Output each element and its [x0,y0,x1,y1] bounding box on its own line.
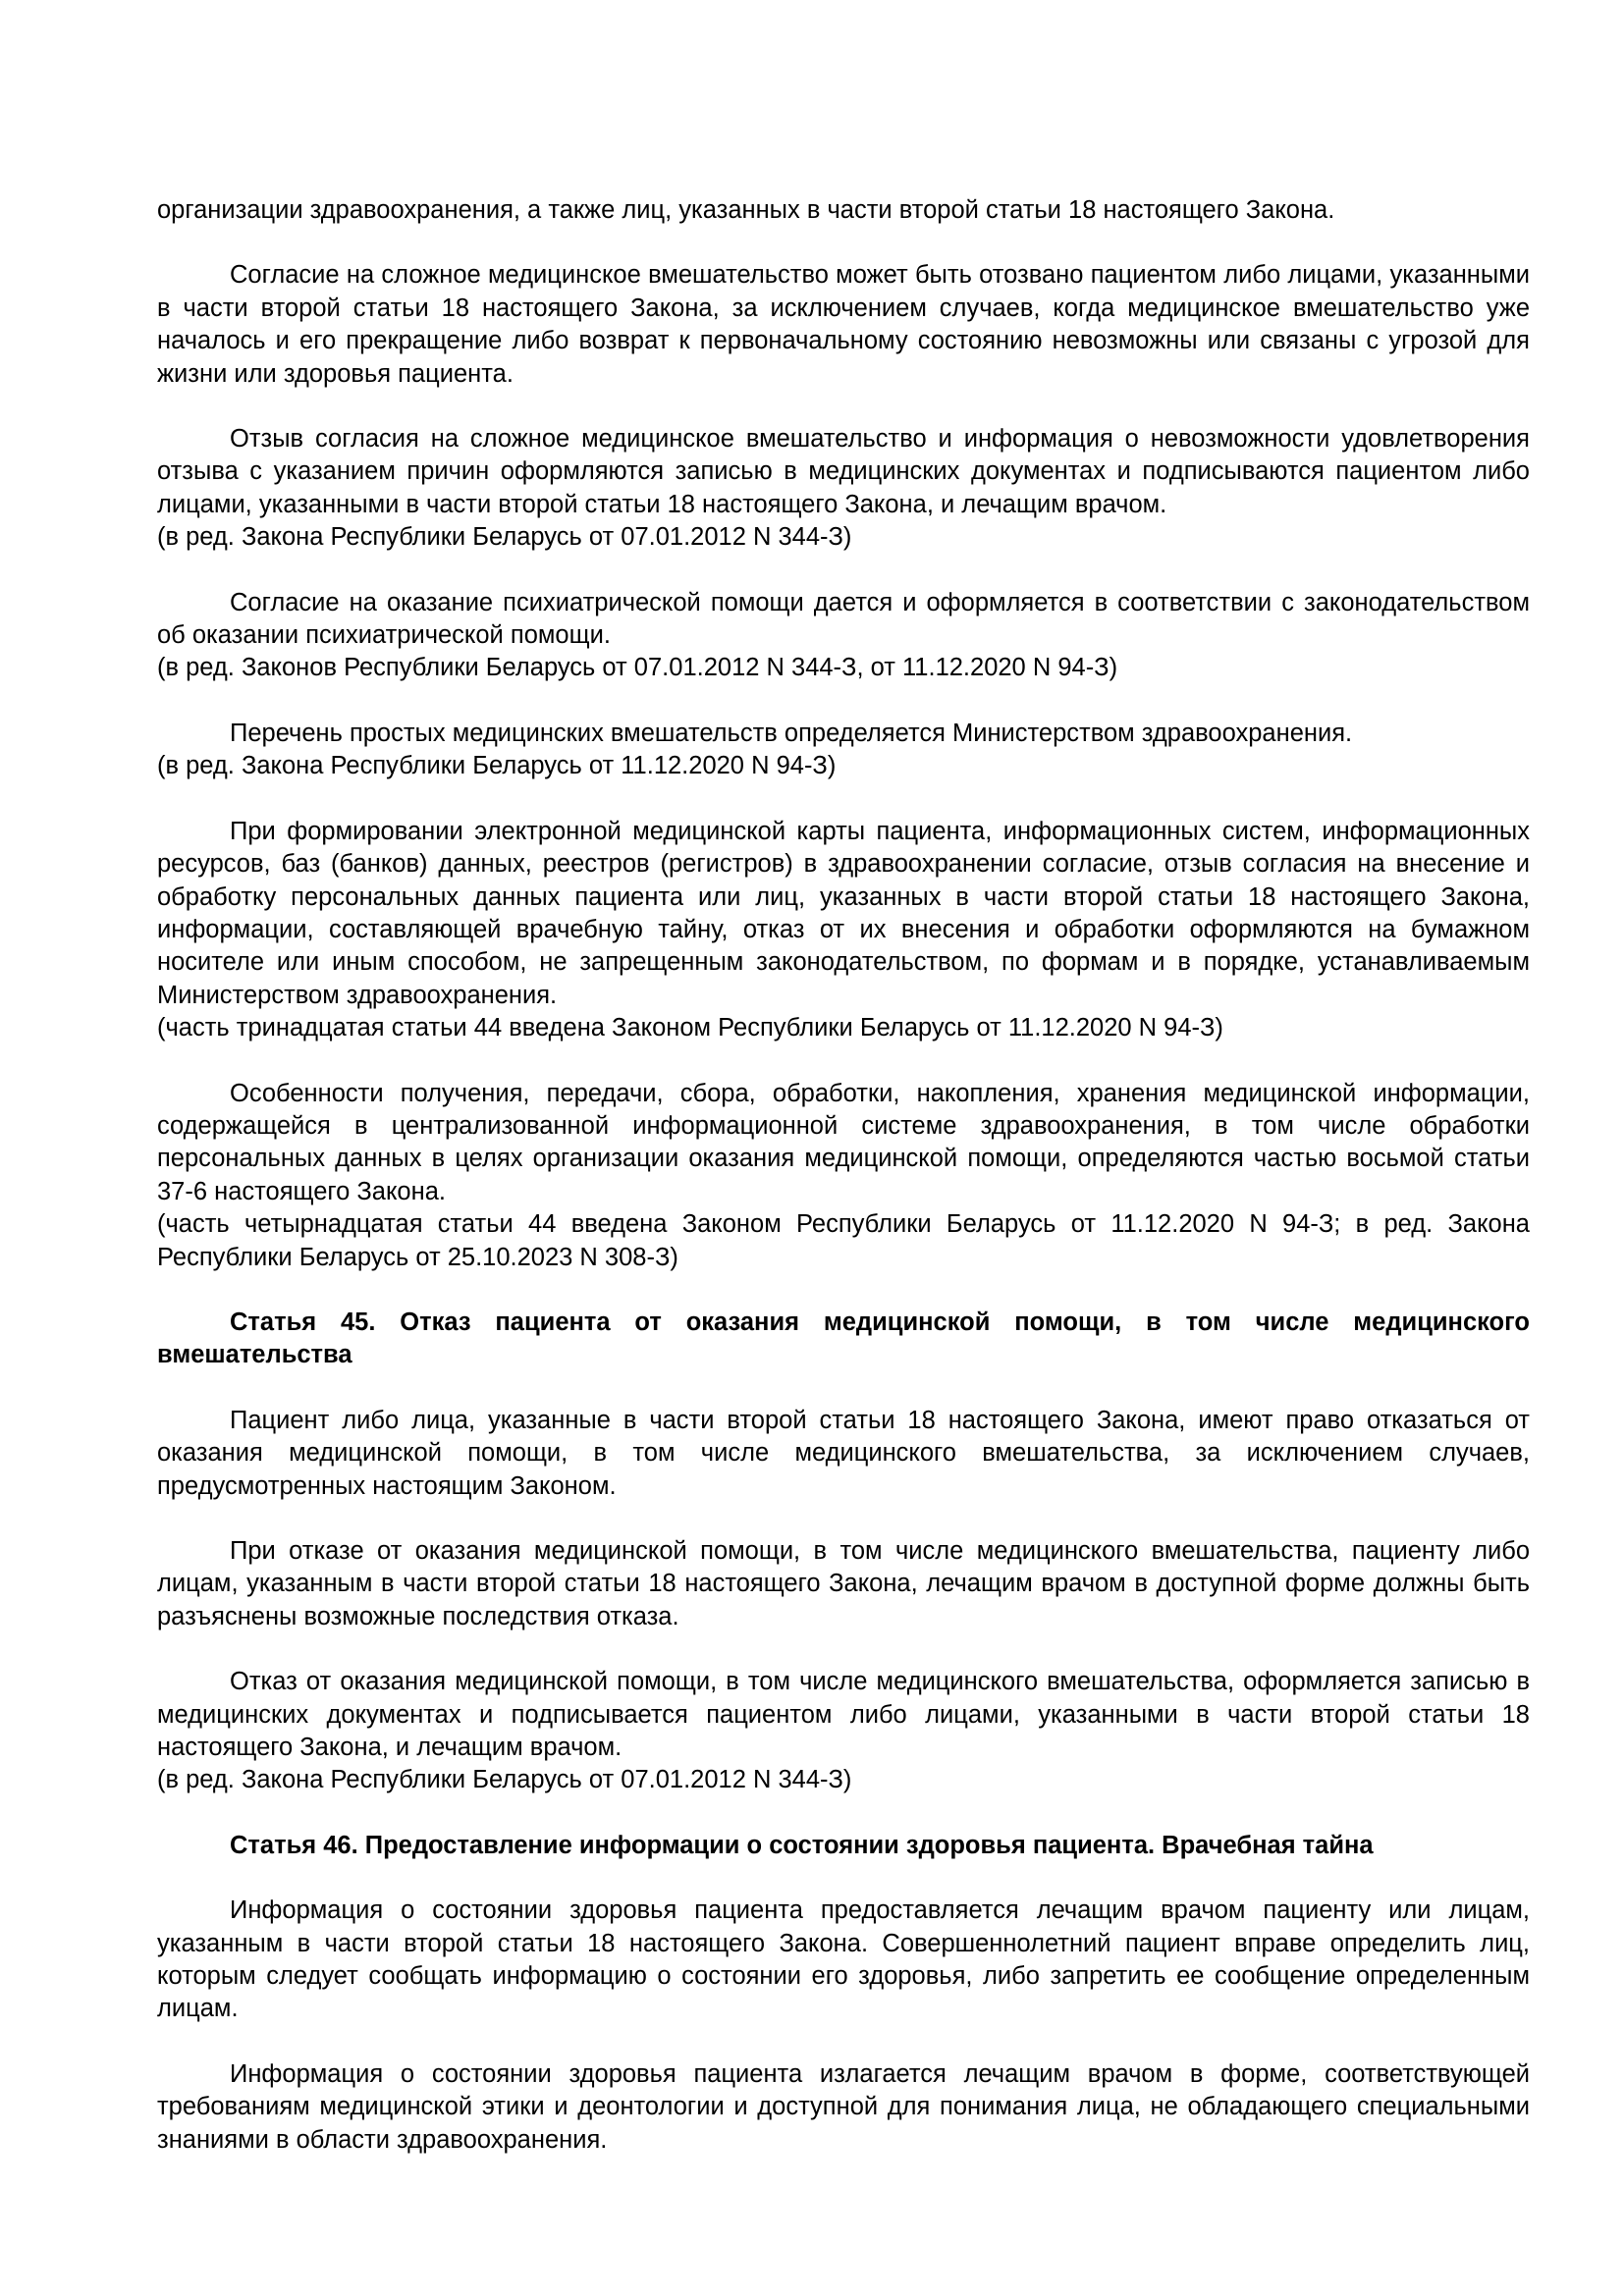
paragraph-block [157,718,1530,783]
paragraph-block [157,1405,1530,1503]
amendment-note: (в ред. Закона Республики Беларусь от 07.01.2012 N 344-З) [157,523,852,552]
paragraph: Пациент либо лица, указанные в части второй статьи 18 настоящего Закона, имеют право отказаться от оказания медицинской помощи, в том числе медицинского вмешательства, за исключением случаев, предусмотренных настоящим Законом. [157,1406,1530,1500]
paragraph-block [157,259,1530,391]
paragraph-block [157,587,1530,685]
paragraph: Отзыв согласия на сложное медицинское вмешательство и информация о невозможности удовлетворения отзыва с указанием причин оформляются записью в медицинских документах и подписываются пациентом либо лицами, указанными в части второй статьи 18 настоящего Закона, и лечащим врачом. [157,425,1530,518]
paragraph: Особенности получения, передачи, сбора, обработки, накопления, хранения медицинской информации, содержащейся в централизованной информационной системе здравоохранения, в том числе обработки персональных данных в целях организации оказания медицинской помощи, определяются частью восьмой статьи 37-6 настоящего Закона. [157,1079,1530,1205]
amendment-note: (часть четырнадцатая статьи 44 введена Законом Республики Беларусь от 11.12.2020 N 94-З; в ред. Закона Республики Беларусь от 25.10.2023 N 308-З) [157,1210,1530,1271]
paragraph: Информация о состоянии здоровья пациента излагается лечащим врачом в форме, соответствующей требованиям медицинской этики и деонтологии и доступной для понимания лица, не обладающего специальными знаниями в области здравоохранения. [157,2059,1530,2154]
paragraph-block [157,816,1530,1045]
paragraph: организации здравоохранения, а также лиц, указанных в части второй статьи 18 настоящего Закона. [157,196,1335,224]
paragraph-block [157,423,1530,555]
amendment-note: (часть тринадцатая статьи 44 введена Законом Республики Беларусь от 11.12.2020 N 94-З) [157,1014,1223,1042]
paragraph: Отказ от оказания медицинской помощи, в том числе медицинского вмешательства, оформляется записью в медицинских документах и подписывается пациентом либо лицами, указанными в части второй статьи 18 настоящего Закона, и лечащим врачом. [157,1668,1530,1762]
paragraph: Согласие на оказание психиатрической помощи дается и оформляется в соответствии с законодательством об оказании психиатрической помощи. [157,588,1530,650]
article-heading-45: Статья 45. Отказ пациента от оказания медицинской помощи, в том числе медицинского вмешательства [157,1308,1530,1369]
paragraph-block [157,2058,1530,2157]
paragraph: При отказе от оказания медицинской помощи, в том числе медицинского вмешательства, пациенту либо лицам, указанным в части второй статьи 18 настоящего Закона, лечащим врачом в доступной форме должны быть разъяснены возможные последствия отказа. [157,1537,1530,1630]
paragraph-block [157,1535,1530,1633]
amendment-note: (в ред. Законов Республики Беларусь от 07.01.2012 N 344-З, от 11.12.2020 N 94-З) [157,654,1118,682]
paragraph: При формировании электронной медицинской карты пациента, информационных систем, информационных ресурсов, баз (банков) данных, реестров (регистров) в здравоохранении согласие, отзыв согласия на внесение и обработку персональных данных пациента или лиц, указанных в части второй статьи 18 настоящего Закона, информации, составляющей врачебную тайну, отказ от их внесения и обработки оформляются на бумажном носителе или иным способом, не запрещенным законодательством, по формам и в порядке, устанавливаемым Министерством здравоохранения. [157,817,1530,1009]
amendment-note: (в ред. Закона Республики Беларусь от 07.01.2012 N 344-З) [157,1766,852,1794]
paragraph-block [157,1078,1530,1274]
paragraph-block [157,1895,1530,2026]
paragraph: Перечень простых медицинских вмешательств определяется Министерством здравоохранения. [230,719,1353,747]
paragraph-block [157,1666,1530,1797]
paragraph-block [157,194,1530,227]
paragraph: Информация о состоянии здоровья пациента предоставляется лечащим врачом пациенту или лицам, указанным в части второй статьи 18 настоящего Закона. Совершеннолетний пациент вправе определить лиц, которым следует сообщать информацию о состоянии его здоровья, либо запретить ее сообщение определенным лицам. [157,1896,1530,2023]
document-page [157,194,1530,2189]
paragraph: Согласие на сложное медицинское вмешательство может быть отозвано пациентом либо лицами, указанными в части второй статьи 18 настоящего Закона, за исключением случаев, когда медицинское вмешательство уже началось и его прекращение либо возврат к первоначальному состоянию невозможны или связаны с угрозой для жизни или здоровья пациента. [157,261,1530,388]
amendment-note: (в ред. Закона Республики Беларусь от 11.12.2020 N 94-З) [157,752,837,780]
article-heading-46: Статья 46. Предоставление информации о состоянии здоровья пациента. Врачебная тайна [230,1831,1374,1859]
